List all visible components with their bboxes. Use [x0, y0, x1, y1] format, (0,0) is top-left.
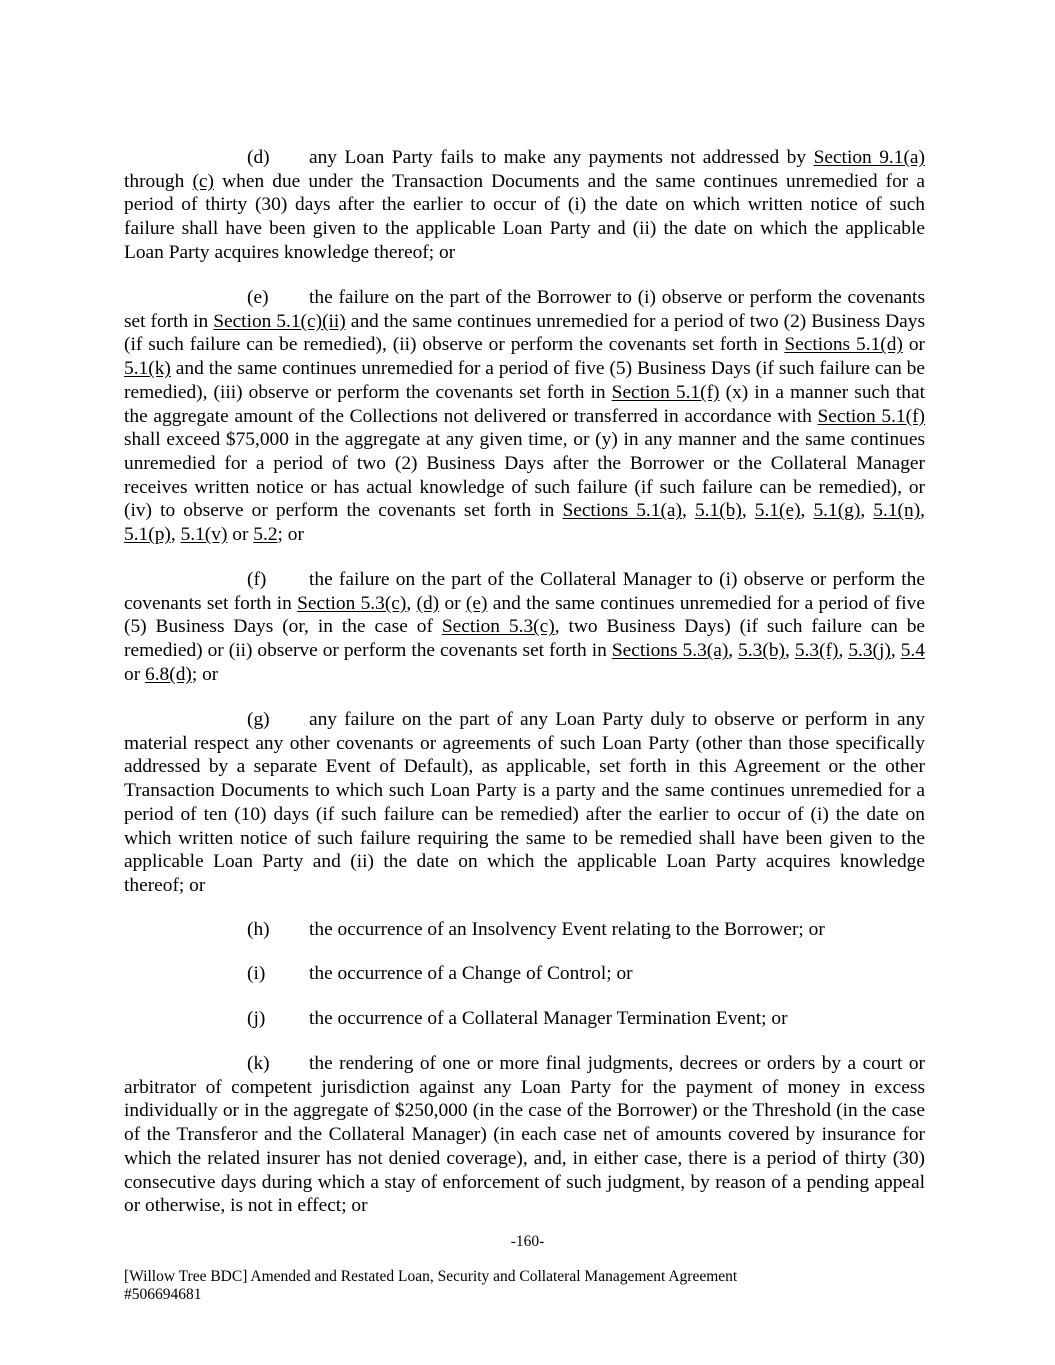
paragraph-label: (d) — [247, 147, 270, 168]
section-reference: (e) — [465, 592, 488, 614]
paragraph-text: the occurrence of a Collateral Manager Termination Event; or — [309, 1008, 788, 1029]
paragraph-text: and the same continues unremedied for a period of five (5) Business Days (if such failure can be remedied), (iii) observe or perform the covenants set forth in — [124, 358, 925, 403]
paragraph-text: the failure on the part of the Collateral Manager to (i) observe or perform the covenants set forth in — [124, 569, 925, 614]
paragraph-text: any failure on the part of any Loan Party duly to observe or perform in any material respect any other covenants or agreements of such Loan Party (other than those specifically addressed by a separate Event of Default), as applicable, set forth in this Agreement or the other Transaction Documents to which such Loan Party is a party and the same continues unremedied for a period of ten (10) days (if such failure can be remedied) after the earlier to occur of (i) the date on which written notice of such failure requiring the same to be remedied shall have been given to the applicable Loan Party and (ii) the date on which the applicable Loan Party acquires knowledge thereof; or — [124, 709, 925, 896]
paragraph-label: (h) — [247, 919, 270, 940]
footer-title: [Willow Tree BDC] Amended and Restated Loan, Security and Collateral Management Agreement — [124, 1268, 738, 1285]
footer-doc-id: #506694681 — [124, 1285, 202, 1303]
paragraph-j — [247, 1007, 927, 1031]
paragraph-label: (k) — [247, 1053, 270, 1074]
separator: , — [682, 500, 695, 522]
section-reference: 5.1(k) — [124, 358, 171, 380]
paragraph-label: (f) — [247, 569, 267, 590]
separator: , — [728, 640, 739, 662]
section-reference: Sections 5.1(a) — [562, 500, 682, 522]
paragraph-text: any Loan Party fails to make any payments not addressed by — [309, 147, 814, 168]
section-reference: 5.1(b) — [694, 500, 742, 522]
paragraph-e — [124, 286, 925, 547]
section-reference: 5.1(g) — [813, 500, 861, 522]
paragraph-label: (j) — [247, 1008, 266, 1029]
paragraph-text: the failure on the part of the Borrower to (i) observe or perform the covenants set forth in — [124, 287, 925, 332]
section-reference: 5.3(f) — [794, 640, 839, 662]
paragraph-text: (x) in a manner such that the aggregate amount of the Collections not delivered or transferred in accordance with — [124, 381, 925, 427]
paragraph-text: through — [124, 170, 193, 192]
section-reference: 5.4 — [900, 640, 925, 662]
section-reference: 6.8(d) — [145, 663, 192, 685]
section-reference: Section 5.1(f) — [817, 405, 925, 427]
separator: ; or — [277, 524, 304, 546]
document-footer — [124, 1268, 737, 1303]
section-reference: Section 9.1(a) — [813, 147, 925, 168]
paragraph-h — [247, 918, 927, 942]
page-number: -160- — [510, 1233, 545, 1250]
section-reference: Sections 5.3(a) — [611, 640, 729, 662]
section-reference: 5.1(p) — [124, 524, 171, 546]
separator: , — [741, 500, 755, 522]
paragraph-label: (i) — [247, 963, 266, 984]
section-reference: Sections 5.1(d) — [784, 334, 903, 356]
separator: , — [920, 500, 926, 522]
paragraph-label: (g) — [247, 709, 270, 730]
paragraph-text: the occurrence of an Insolvency Event relating to the Borrower; or — [309, 919, 825, 940]
section-reference: 5.3(b) — [738, 640, 785, 662]
paragraph-g — [124, 708, 925, 898]
paragraph-label: (e) — [247, 287, 269, 308]
paragraph-d — [124, 146, 925, 265]
section-reference: (c) — [192, 170, 214, 192]
separator: or — [124, 663, 146, 685]
separator: , — [406, 592, 417, 614]
separator: , — [860, 500, 874, 522]
section-reference: 5.1(e) — [754, 500, 801, 522]
separator: , — [890, 640, 901, 662]
paragraph-k — [124, 1052, 925, 1218]
paragraph-text: shall exceed $75,000 in the aggregate at any given time, or (y) in any manner and the same continues unremedied for a period of two (2) Business Days after the Borrower or the Collateral Manager receives written notice or has actual knowledge of such failure (if such failure can be remedied), or (iv) to observe or perform the covenants set forth in — [124, 429, 925, 522]
section-reference: Section 5.3(c) — [441, 616, 555, 638]
paragraph-text: the rendering of one or more final judgments, decrees or orders by a court or arbitrator of competent jurisdiction against any Loan Party for the payment of money in excess individually or in the aggregate of $250,000 (in the case of the Borrower) or the Threshold (in the case of the Transferor and the Collateral Manager) (in each case net of amounts covered by insurance for which the related insurer has not denied coverage), and, in either case, there is a period of thirty (30) consecutive days during which a stay of enforcement of such judgment, by reason of a pending appeal or otherwise, is not in effect; or — [124, 1053, 925, 1217]
section-reference: Section 5.1(f) — [611, 381, 720, 403]
separator: , — [785, 640, 795, 662]
separator: or — [439, 592, 466, 614]
section-reference: 5.1(v) — [180, 524, 228, 546]
separator: ; or — [191, 663, 219, 685]
paragraph-text: and the same continues unremedied for a period of five (5) Business Days (or, in the case of — [124, 592, 925, 638]
paragraph-f — [124, 568, 925, 687]
section-reference: Section 5.3(c) — [297, 592, 407, 614]
separator: , — [838, 640, 849, 662]
paragraph-text: , two Business Days) (if such failure can be remedied) or (ii) observe or perform the covenants set forth in — [124, 616, 925, 662]
section-reference: 5.2 — [253, 524, 278, 546]
separator: or — [227, 524, 254, 546]
section-reference: 5.3(j) — [848, 640, 891, 662]
section-reference: 5.1(n) — [873, 500, 921, 522]
section-reference: (d) — [416, 592, 440, 614]
separator: , — [170, 524, 181, 546]
paragraph-text: or — [902, 334, 925, 356]
paragraph-text: when due under the Transaction Documents and the same continues unremedied for a period of thirty (30) days after the earlier to occur of (i) the date on which written notice of such failure shall have been given to the applicable Loan Party and (ii) the date on which the applicable Loan Party acquires knowledge thereof; or — [124, 170, 926, 263]
paragraph-text: and the same continues unremedied for a period of two (2) Business Days (if such failure can be remedied), (ii) observe or perform the covenants set forth in — [124, 310, 925, 356]
section-reference: Section 5.1(c)(ii) — [213, 310, 346, 332]
paragraph-i — [247, 962, 927, 986]
separator: , — [800, 500, 814, 522]
paragraph-text: the occurrence of a Change of Control; or — [309, 963, 633, 984]
